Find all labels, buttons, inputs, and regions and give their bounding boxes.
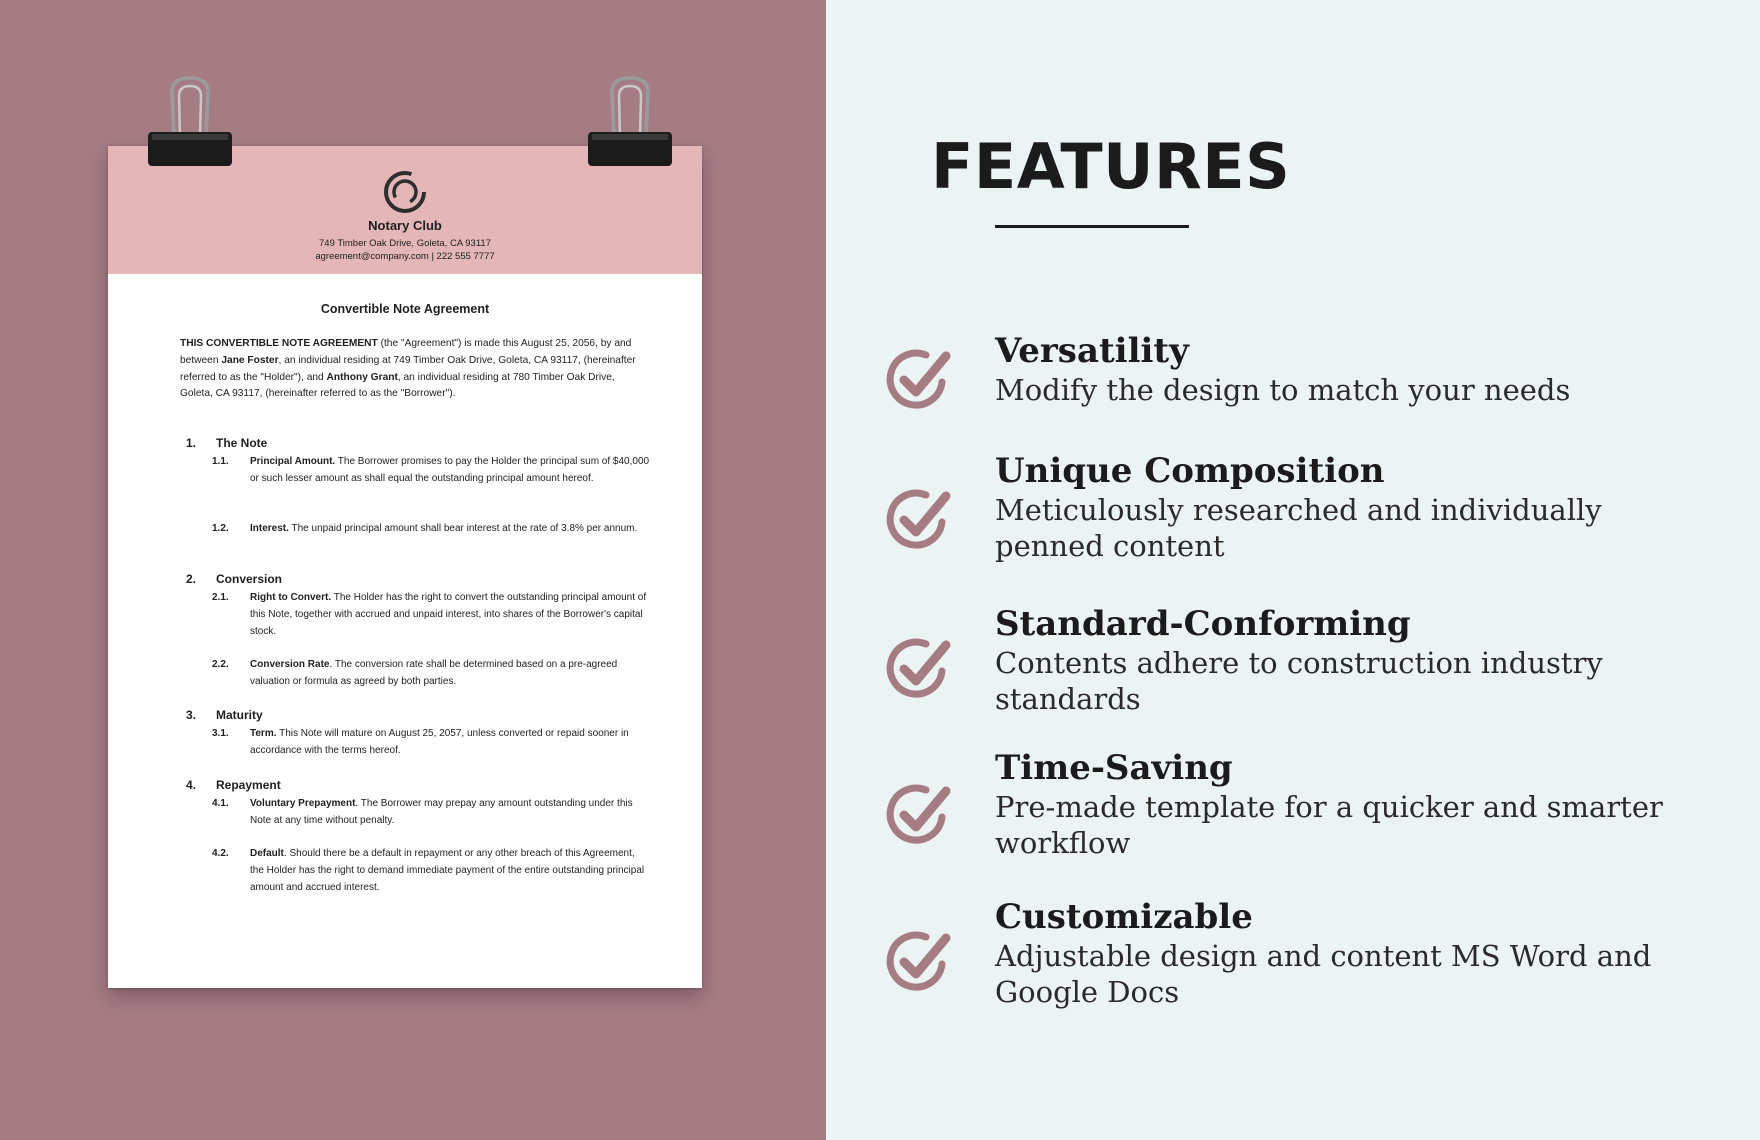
section-heading: 2. Conversion — [186, 572, 283, 586]
check-circle-icon — [880, 342, 956, 418]
feature-description: Contents adhere to construction industry standards — [995, 646, 1603, 716]
feature-title: Time-Saving — [995, 748, 1233, 788]
section-heading: 4. Repayment — [186, 778, 281, 792]
feature-description: Modify the design to match your needs — [995, 373, 1571, 407]
feature-title: Unique Composition — [995, 451, 1385, 491]
binder-clip-icon — [142, 74, 238, 184]
features-title: FEATURES — [931, 130, 1291, 203]
binder-clip-icon — [582, 74, 678, 184]
company-name: Notary Club — [368, 218, 442, 233]
section-heading: 3. Maturity — [186, 708, 263, 722]
feature-description: Pre-made template for a quicker and smarter workflow — [995, 790, 1663, 860]
section-heading: 1. The Note — [186, 436, 268, 450]
check-circle-icon — [880, 777, 956, 853]
intro-paragraph: THIS CONVERTIBLE NOTE AGREEMENT (the "Agreement") is made this August 25, 2056, by and between Jane Foster, an individual residing at 749 Timber Oak Drive, Goleta, CA 93117, (hereinafter referred to as the "Holder"), and Anthony Grant, an individual residing at 780 Timber Oak Drive, Goleta, CA 93117, (hereinafter referred to as the "Borrower"). — [180, 338, 636, 400]
check-circle-icon — [880, 924, 956, 1000]
circular-logo-icon — [381, 168, 429, 216]
company-address: 749 Timber Oak Drive, Goleta, CA 93117 — [319, 238, 491, 249]
check-circle-icon — [880, 482, 956, 558]
check-circle-icon — [880, 631, 956, 707]
feature-title: Standard-Conforming — [995, 604, 1411, 644]
company-contact: agreement@company.com | 222 555 7777 — [315, 251, 495, 262]
feature-title: Versatility — [995, 331, 1189, 371]
feature-description: Meticulously researched and individually penned content — [995, 493, 1602, 563]
document-paper: Notary Club 749 Timber Oak Drive, Goleta, CA 93117 agreement@company.com | 222 555 7777 Convertible Note Agreement THIS CONVERTIBLE NOTE AGREEMENT (the "Agreement") is made this August 25, 2056, by and between Jane Foster, an individual residing at 749 Timber Oak Drive, Goleta, CA 93117, (hereinafter referred to as the "Holder"), and Anthony Grant, an individual residing at 780 Timber Oak Drive, Goleta, CA 93117, (hereinafter referred to as the "Borrower"). 1. The Note 1.1. Principal Amount. The Borrower promises to pay the Holder the principal sum of $40,000 or such lesser amount as shall equal the outstanding principal amount hereof. 1.2. Interest. The unpaid principal amount shall bear interest at the rate of 3.8% per annum. 2. Conversion 2.1. Right to Convert. The Holder has the right to convert the outstanding principal amount of this Note, together with accrued and unpaid interest, into shares of the Borrower's capital stock. 2.2. Conversion Rate. The conversion rate shall be determined based on a pre-agreed valuation or formula as agreed by both parties. 3. Maturity 3.1. Term. This Note will mature on August 25, 2057, unless converted or repaid sooner in accordance with the terms hereof. 4. Repayment 4.1. Voluntary Prepayment. The Borrower may prepay any amount outstanding under this Note at any time without penalty. 4.2. Default. Should there be a default in repayment or any other breach of this Agreement, the Holder has the right to demand immediate payment of the entire outstanding principal amount and accrued interest. — [108, 146, 702, 988]
title-underline — [995, 225, 1189, 228]
document-title: Convertible Note Agreement — [320, 302, 490, 316]
feature-description: Adjustable design and content MS Word and Google Docs — [995, 939, 1652, 1009]
feature-title: Customizable — [995, 897, 1253, 937]
